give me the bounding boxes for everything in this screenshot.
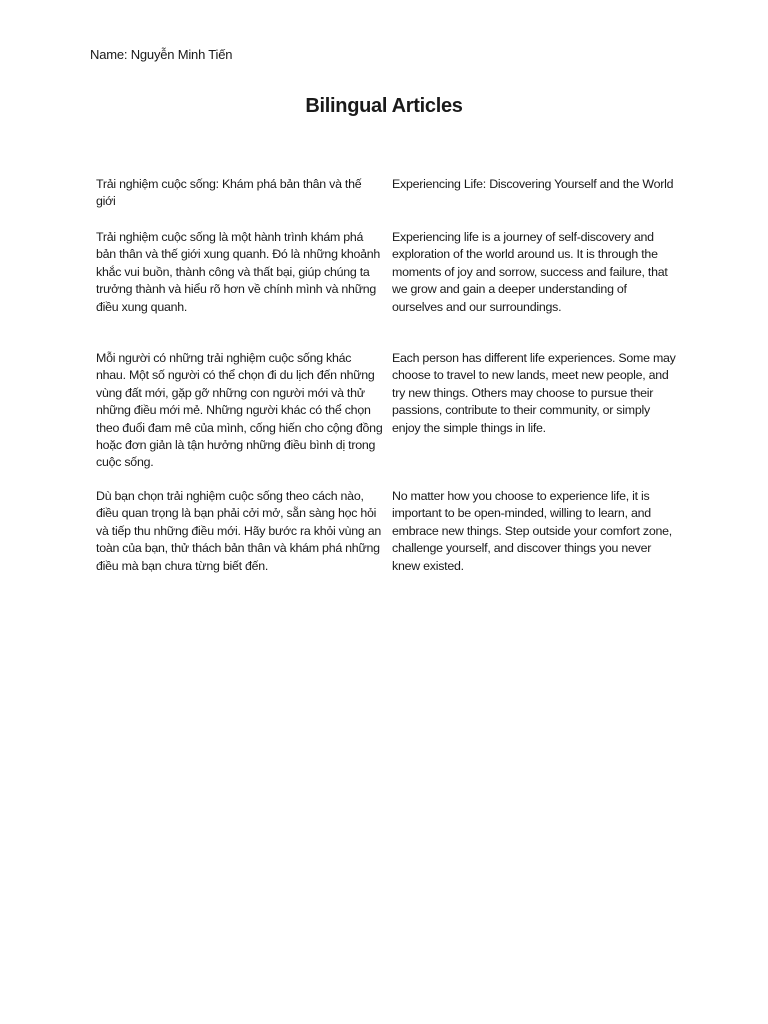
article-title-row: [96, 176, 680, 229]
paragraph-row-1: [96, 229, 680, 350]
english-paragraph-2: Each person has different life experiences. Some may choose to travel to new lands, meet new people, and try new things. Others may choose to pursue their passions, contribute to their community, or simply enjoy the simple things in life.: [392, 351, 676, 435]
english-paragraph-3: No matter how you choose to experience life, it is important to be open-minded, willing to learn, and embrace new things. Step outside your comfort zone, challenge yourself, and discover things you never knew existed.: [392, 489, 672, 573]
english-paragraph-1: Experiencing life is a journey of self-discovery and exploration of the world around us. It is through the moments of joy and sorrow, success and failure, that we grow and gain a deeper understanding of ourselves and our surroundings.: [392, 230, 668, 314]
paragraph-row-3: [96, 488, 680, 608]
paragraph-row-2: [96, 350, 680, 488]
vietnamese-title: Trải nghiệm cuộc sống: Khám phá bản thân và thế giới: [96, 177, 362, 209]
document-title: Bilingual Articles: [305, 95, 463, 117]
vietnamese-paragraph-2: Mỗi người có những trải nghiệm cuộc sống khác nhau. Một số người có thể chọn đi du lịch đến những vùng đất mới, gặp gỡ những con người mới và thử những điều mới mẻ. Những người khác có thể chọn theo đuổi đam mê của mình, cống hiến cho cộng đồng hoặc đơn giản là tận hưởng những điều bình dị trong cuộc sống.: [96, 351, 383, 470]
bilingual-articles-table: [96, 176, 680, 608]
author-name: Name: Nguyễn Minh Tiến: [90, 47, 233, 62]
english-title: Experiencing Life: Discovering Yourself and the World: [392, 177, 674, 191]
vietnamese-paragraph-3: Dù bạn chọn trải nghiệm cuộc sống theo cách nào, điều quan trọng là bạn phải cởi mở, sẵn sàng học hỏi và tiếp thu những điều mới. Hãy bước ra khỏi vùng an toàn của bạn, thử thách bản thân và khám phá những điều mà bạn chưa từng biết đến.: [96, 489, 382, 573]
vietnamese-paragraph-1: Trải nghiệm cuộc sống là một hành trình khám phá bản thân và thế giới xung quanh. Đó là những khoảnh khắc vui buồn, thành công và thất bại, giúp chúng ta trưởng thành và hiểu rõ hơn về chính mình và những điều xung quanh.: [96, 230, 381, 314]
